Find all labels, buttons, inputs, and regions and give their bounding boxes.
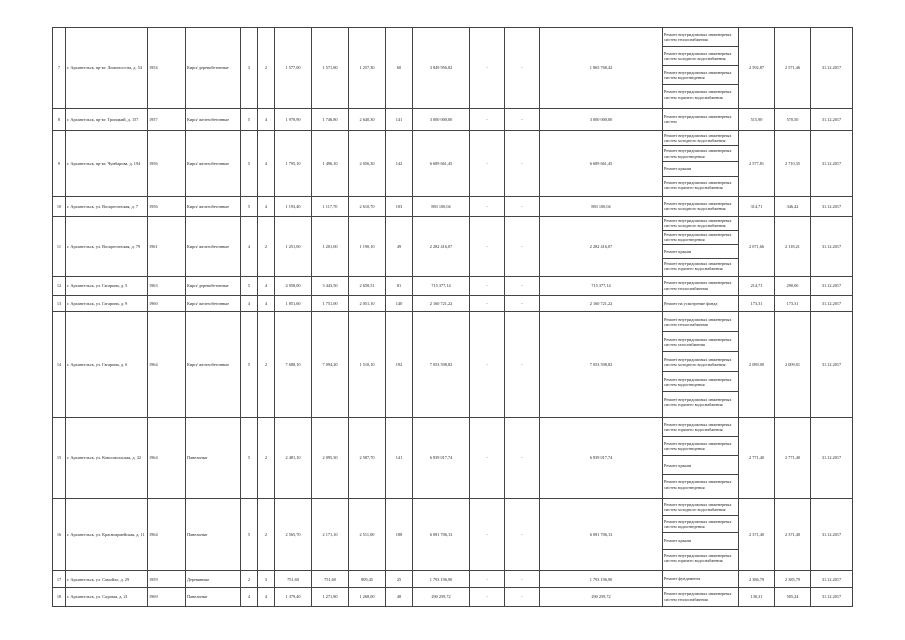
table-row	[53, 216, 853, 276]
unit-cost-cell: 2 071,66	[739, 216, 775, 276]
works-cell	[663, 588, 739, 607]
table-row	[53, 296, 853, 312]
floors-cell: 5	[241, 130, 258, 196]
year-cell: 1957	[148, 108, 186, 130]
fund-cell: -	[470, 312, 505, 418]
common-area-cell: 2 587,70	[349, 418, 386, 499]
year-cell: 1956	[148, 130, 186, 196]
table-body	[53, 28, 853, 607]
address-cell: г. Архангельск, ул. Комсомольская, д. 32	[66, 418, 148, 499]
address-cell: г. Архангельск, ул. Садовая, д. 21	[66, 588, 148, 607]
address-cell: г. Архангельск, пр-кт. Ломоносо-ва, д. 54	[66, 28, 148, 109]
entrances-cell: 2	[258, 498, 275, 570]
entrances-cell: 2	[258, 28, 275, 109]
living-area-cell: 1 496,10	[312, 130, 349, 196]
entrances-cell: 4	[258, 196, 275, 216]
work-item: Ремонт крыши	[663, 162, 738, 178]
work-item: Ремонт внутридомовых инженерных систем холодного водоснабжения	[663, 217, 738, 231]
floors-cell: 2	[241, 571, 258, 588]
fund-cell: -	[470, 588, 505, 607]
work-item: Ремонт внутридомовых инженерных систем горячего водоснабжения	[664, 89, 732, 100]
residents-cell: 192	[386, 312, 413, 418]
year-cell: 1964	[148, 312, 186, 418]
fund-cell: -	[470, 296, 505, 312]
living-area-cell: 1 571,80	[312, 28, 349, 109]
works-cell	[663, 418, 739, 499]
entrances-cell: 2	[258, 418, 275, 499]
residents-cell: 60	[386, 28, 413, 109]
deadline-cell: 31.12.2017	[811, 216, 853, 276]
table-row	[53, 276, 853, 296]
common-area-cell: 1 190,10	[349, 216, 386, 276]
max-unit-cost-cell: 505,24	[775, 588, 811, 607]
work-item: Ремонт крыши	[663, 456, 738, 475]
budget-cell: -	[505, 196, 540, 216]
table-row	[53, 418, 853, 499]
address-cell: г. Архангельск, ул. Красноармейская, д. 11	[66, 498, 148, 570]
budget-cell: -	[505, 588, 540, 607]
address-cell: г. Архангельск, ул. Воскресенская, д. 79	[66, 216, 148, 276]
work-item: Ремонт внутридомовых инженерных систем водоотведения	[663, 231, 738, 245]
work-item: Ремонт внутридомовых инженерных систем горячего водоснабжения	[663, 418, 738, 437]
fund-cell: -	[470, 571, 505, 588]
work-item: Ремонт внутридомовых инженерных систем теплоснабжения	[664, 591, 732, 602]
fund-cell: -	[470, 196, 505, 216]
fund-cell: -	[470, 498, 505, 570]
address-cell: г. Архангельск, ул. Воскресенская, д. 7	[66, 196, 148, 216]
wall-material-cell: Кирп/ железобетонные	[186, 196, 241, 216]
wall-material-cell: Кирп/ железобетонные	[186, 108, 241, 130]
unit-cost-cell: 2 089,00	[739, 312, 775, 418]
address-cell: г. Архангельск, пр-кт. Троицкий, д. 157	[66, 108, 148, 130]
year-cell: 1956	[148, 196, 186, 216]
work-item: Ремонт внутридомовых инженерных систем холодного водоснабжения	[663, 47, 738, 66]
deadline-cell: 31.12.2017	[811, 276, 853, 296]
floors-cell: 4	[241, 588, 258, 607]
max-unit-cost-cell: 2 571,46	[775, 28, 811, 109]
owners-cost-cell: 883 100,04	[540, 196, 663, 216]
row-number: 18	[53, 588, 66, 607]
address-cell: г. Архангельск, пр-кт. Чумбарова, д. 194	[66, 130, 148, 196]
max-unit-cost-cell: 346,42	[775, 196, 811, 216]
deadline-cell: 31.12.2017	[811, 312, 853, 418]
total-cost-cell: 6 839 017,74	[413, 418, 470, 499]
total-area-cell: 2 481,10	[275, 418, 312, 499]
deadline-cell: 31.12.2017	[811, 108, 853, 130]
total-area-cell: 1 795,10	[275, 130, 312, 196]
total-cost-cell: 3 849 956,82	[413, 28, 470, 109]
work-item: Ремонт внутридомовых инженерных систем водоотведения	[663, 437, 738, 456]
common-area-cell: 809,45	[349, 571, 386, 588]
work-item: Ремонт внутридомовых инженерных систем холодного водоснабжения	[663, 499, 738, 516]
floors-cell: 5	[241, 196, 258, 216]
row-number: 13	[53, 296, 66, 312]
total-area-cell: 1 851,60	[275, 296, 312, 312]
work-item: Ремонт внутридомовых инженерных систем холодного водоснабжения	[663, 131, 738, 147]
living-area-cell: 3 443,50	[312, 276, 349, 296]
total-cost-cell: 1 793 196,90	[413, 571, 470, 588]
entrances-cell: 2	[258, 312, 275, 418]
table-row	[53, 588, 853, 607]
works-cell	[663, 312, 739, 418]
total-cost-cell: 6 689 661,45	[413, 130, 470, 196]
work-item: Ремонт внутридомовых инженерных систем горячего водоснабжения	[664, 260, 732, 271]
deadline-cell: 31.12.2017	[811, 28, 853, 109]
total-cost-cell: 2 160 721,22	[413, 296, 470, 312]
table-row	[53, 130, 853, 196]
deadline-cell: 31.12.2017	[811, 196, 853, 216]
work-item: Ремонт фундамента	[664, 576, 701, 582]
living-area-cell: 2 095,30	[312, 418, 349, 499]
max-unit-cost-cell: 2 710,35	[775, 130, 811, 196]
capital-repair-table	[52, 27, 853, 607]
works-cell	[663, 276, 739, 296]
total-cost-cell: 883 100,04	[413, 196, 470, 216]
wall-material-cell: Кирп/ деревобетонные	[186, 28, 241, 109]
row-number: 14	[53, 312, 66, 418]
owners-cost-cell: 6 689 661,45	[540, 130, 663, 196]
owners-cost-cell: 715 377,14	[540, 276, 663, 296]
living-area-cell: 2 171,10	[312, 498, 349, 570]
budget-cell: -	[505, 28, 540, 109]
total-area-cell: 1 251,00	[275, 216, 312, 276]
budget-cell: -	[505, 418, 540, 499]
wall-material-cell: Панельные	[186, 588, 241, 607]
residents-cell: 141	[386, 418, 413, 499]
work-item: Ремонт внутридомовых инженерных систем горячего водоснабжения	[664, 553, 732, 564]
max-unit-cost-cell: 2 118,21	[775, 216, 811, 276]
row-number: 8	[53, 108, 66, 130]
works-cell	[663, 196, 739, 216]
common-area-cell: 2 056,30	[349, 130, 386, 196]
common-area-cell: 1 268,00	[349, 588, 386, 607]
deadline-cell: 31.12.2017	[811, 588, 853, 607]
works-cell	[663, 28, 739, 109]
floors-cell: 4	[241, 296, 258, 312]
wall-material-cell: Панельные	[186, 418, 241, 499]
deadline-cell: 31.12.2017	[811, 498, 853, 570]
year-cell: 1969	[148, 588, 186, 607]
max-unit-cost-cell: 290,00	[775, 276, 811, 296]
unit-cost-cell: 2 371,40	[739, 498, 775, 570]
fund-cell: -	[470, 108, 505, 130]
work-item: Ремонт внутридомовых инженерных систем водоотведения	[663, 516, 738, 533]
total-area-cell: 1 970,90	[275, 108, 312, 130]
year-cell: 1959	[148, 571, 186, 588]
address-cell: г. Архангельск, ул. Самойло, д. 29	[66, 571, 148, 588]
floors-cell: 5	[241, 276, 258, 296]
wall-material-cell: Кирп/ железобетонные	[186, 130, 241, 196]
owners-cost-cell: 2 282 416,07	[540, 216, 663, 276]
entrances-cell: 4	[258, 130, 275, 196]
table-row	[53, 108, 853, 130]
unit-cost-cell: 2 386,79	[739, 571, 775, 588]
total-area-cell: 1 577,00	[275, 28, 312, 109]
table-row	[53, 28, 853, 109]
total-cost-cell: 715 377,14	[413, 276, 470, 296]
works-cell	[663, 498, 739, 570]
floors-cell: 5	[241, 108, 258, 130]
works-cell	[663, 108, 739, 130]
unit-cost-cell: 214,71	[739, 276, 775, 296]
unit-cost-cell: 130,31	[739, 588, 775, 607]
address-cell: г. Архангельск, ул. Гагарина, д. 9	[66, 296, 148, 312]
fund-cell: -	[470, 216, 505, 276]
table-row	[53, 196, 853, 216]
entrances-cell: 4	[258, 588, 275, 607]
work-item: Ремонт внутридомовых инженерных систем холодного водоснабжения	[663, 352, 738, 372]
wall-material-cell: Кирп/ деревобетонные	[186, 276, 241, 296]
fund-cell: -	[470, 276, 505, 296]
entrances-cell: 2	[258, 216, 275, 276]
floors-cell: 5	[241, 312, 258, 418]
residents-cell: 142	[386, 130, 413, 196]
owners-cost-cell: 290 259,72	[540, 588, 663, 607]
unit-cost-cell: 2 577,81	[739, 130, 775, 196]
entrances-cell: 4	[258, 108, 275, 130]
residents-cell: 49	[386, 216, 413, 276]
work-item: Ремонт на усмотрение фонда	[664, 300, 718, 306]
work-item: Ремонт внутридомовых инженерных систем	[664, 113, 732, 124]
wall-material-cell: Панельные	[186, 498, 241, 570]
owners-cost-cell: 1 865 768,42	[540, 28, 663, 109]
common-area-cell: 2 051,10	[349, 296, 386, 312]
floors-cell: 3	[241, 28, 258, 109]
row-number: 11	[53, 216, 66, 276]
total-area-cell: 1 193,40	[275, 196, 312, 216]
deadline-cell: 31.12.2017	[811, 571, 853, 588]
fund-cell: -	[470, 28, 505, 109]
wall-material-cell: Кирп/ железобетонные	[186, 216, 241, 276]
owners-cost-cell: 1 793 196,90	[540, 571, 663, 588]
address-cell: г. Архангельск, ул. Гагарина, д. 5	[66, 276, 148, 296]
total-area-cell: 1 379,40	[275, 588, 312, 607]
unit-cost-cell: 515,90	[739, 108, 775, 130]
common-area-cell: 2 610,70	[349, 196, 386, 216]
work-item: Ремонт внутридомовых инженерных систем водоотведения	[664, 479, 732, 490]
total-area-cell: 4 058,00	[275, 276, 312, 296]
common-area-cell: 2 658,51	[349, 276, 386, 296]
works-cell	[663, 216, 739, 276]
deadline-cell: 31.12.2017	[811, 418, 853, 499]
max-unit-cost-cell: 2 371,40	[775, 498, 811, 570]
work-item: Ремонт внутридомовых инженерных систем теплоснабжения	[663, 312, 738, 332]
work-item: Ремонт внутридомовых инженерных систем водоотведения	[663, 372, 738, 392]
total-area-cell: 7 688,10	[275, 312, 312, 418]
residents-cell: 141	[386, 108, 413, 130]
max-unit-cost-cell: 570,50	[775, 108, 811, 130]
row-number: 7	[53, 28, 66, 109]
total-area-cell: 751,60	[275, 571, 312, 588]
budget-cell: -	[505, 498, 540, 570]
wall-material-cell: Кирп/ железобетонные	[186, 296, 241, 312]
owners-cost-cell: 6 081 706,13	[540, 498, 663, 570]
common-area-cell: 1 510,10	[349, 312, 386, 418]
row-number: 9	[53, 130, 66, 196]
deadline-cell: 31.12.2017	[811, 296, 853, 312]
unit-cost-cell: 314,71	[739, 196, 775, 216]
work-item: Ремонт внутридомовых инженерных систем горячего водоснабжения	[664, 397, 732, 408]
budget-cell: -	[505, 296, 540, 312]
total-cost-cell: 3 000 000,00	[413, 108, 470, 130]
total-cost-cell: 6 081 706,13	[413, 498, 470, 570]
owners-cost-cell: 2 160 721,22	[540, 296, 663, 312]
total-cost-cell: 7 053 598,82	[413, 312, 470, 418]
budget-cell: -	[505, 130, 540, 196]
common-area-cell: 1 257,30	[349, 28, 386, 109]
works-cell	[663, 296, 739, 312]
unit-cost-cell: 2 771,40	[739, 418, 775, 499]
floors-cell: 5	[241, 498, 258, 570]
works-cell	[663, 130, 739, 196]
common-area-cell: 2 640,30	[349, 108, 386, 130]
living-area-cell: 1 117,70	[312, 196, 349, 216]
living-area-cell: 751,60	[312, 571, 349, 588]
floors-cell: 5	[241, 418, 258, 499]
year-cell: 1954	[148, 28, 186, 109]
row-number: 17	[53, 571, 66, 588]
work-item: Ремонт внутридомовых инженерных систем водоотведения	[663, 146, 738, 162]
residents-cell: 103	[386, 196, 413, 216]
living-area-cell: 1 201,00	[312, 216, 349, 276]
unit-cost-cell: 173,31	[739, 296, 775, 312]
row-number: 16	[53, 498, 66, 570]
fund-cell: -	[470, 418, 505, 499]
year-cell: 1964	[148, 498, 186, 570]
living-area-cell: 7 094,20	[312, 312, 349, 418]
living-area-cell: 1 751,00	[312, 296, 349, 312]
work-item: Ремонт внутридомовых инженерных систем горячего водоснабжения	[664, 179, 732, 191]
living-area-cell: 1 746,80	[312, 108, 349, 130]
table-row	[53, 571, 853, 588]
owners-cost-cell: 6 839 017,74	[540, 418, 663, 499]
residents-cell: 48	[386, 588, 413, 607]
max-unit-cost-cell: 2 009,01	[775, 312, 811, 418]
total-area-cell: 2 565,70	[275, 498, 312, 570]
entrances-cell: 4	[258, 296, 275, 312]
max-unit-cost-cell: 2 385,79	[775, 571, 811, 588]
budget-cell: -	[505, 571, 540, 588]
unit-cost-cell: 2 592,87	[739, 28, 775, 109]
year-cell: 1961	[148, 216, 186, 276]
owners-cost-cell: 3 000 000,00	[540, 108, 663, 130]
budget-cell: -	[505, 276, 540, 296]
residents-cell: 25	[386, 571, 413, 588]
total-cost-cell: 290 259,72	[413, 588, 470, 607]
work-item: Ремонт внутридомовых инженерных систем водоотведения	[663, 66, 738, 85]
wall-material-cell: Кирп/ железобетонные	[186, 312, 241, 418]
work-item: Ремонт внутридомовых инженерных систем теплоснабжения	[663, 28, 738, 47]
works-cell	[663, 571, 739, 588]
row-number: 12	[53, 276, 66, 296]
residents-cell: 81	[386, 276, 413, 296]
year-cell: 1963	[148, 276, 186, 296]
work-item: Ремонт внутридомовых инженерных систем газоснабжения	[663, 332, 738, 352]
wall-material-cell: Деревянные	[186, 571, 241, 588]
living-area-cell: 1 271,80	[312, 588, 349, 607]
max-unit-cost-cell: 173,31	[775, 296, 811, 312]
budget-cell: -	[505, 312, 540, 418]
address-cell: г. Архангельск, ул. Гагарина, д. 6	[66, 312, 148, 418]
deadline-cell: 31.12.2017	[811, 130, 853, 196]
row-number: 10	[53, 196, 66, 216]
row-number: 15	[53, 418, 66, 499]
total-cost-cell: 2 282 416,07	[413, 216, 470, 276]
work-item: Ремонт крыши	[663, 533, 738, 550]
table-row	[53, 498, 853, 570]
year-cell: 1964	[148, 418, 186, 499]
residents-cell: 140	[386, 296, 413, 312]
entrances-cell: 4	[258, 276, 275, 296]
fund-cell: -	[470, 130, 505, 196]
work-item: Ремонт крыши	[663, 245, 738, 259]
year-cell: 1960	[148, 296, 186, 312]
max-unit-cost-cell: 2 771,40	[775, 418, 811, 499]
budget-cell: -	[505, 216, 540, 276]
entrances-cell: 3	[258, 571, 275, 588]
budget-cell: -	[505, 108, 540, 130]
work-item: Ремонт внутридомовых инженерных систем холодного водоснабжения	[664, 200, 732, 211]
owners-cost-cell: 7 053 598,82	[540, 312, 663, 418]
work-item: Ремонт внутридомовых инженерных систем теплоснабжения	[664, 280, 732, 291]
residents-cell: 188	[386, 498, 413, 570]
floors-cell: 4	[241, 216, 258, 276]
table-row	[53, 312, 853, 418]
common-area-cell: 2 511,00	[349, 498, 386, 570]
